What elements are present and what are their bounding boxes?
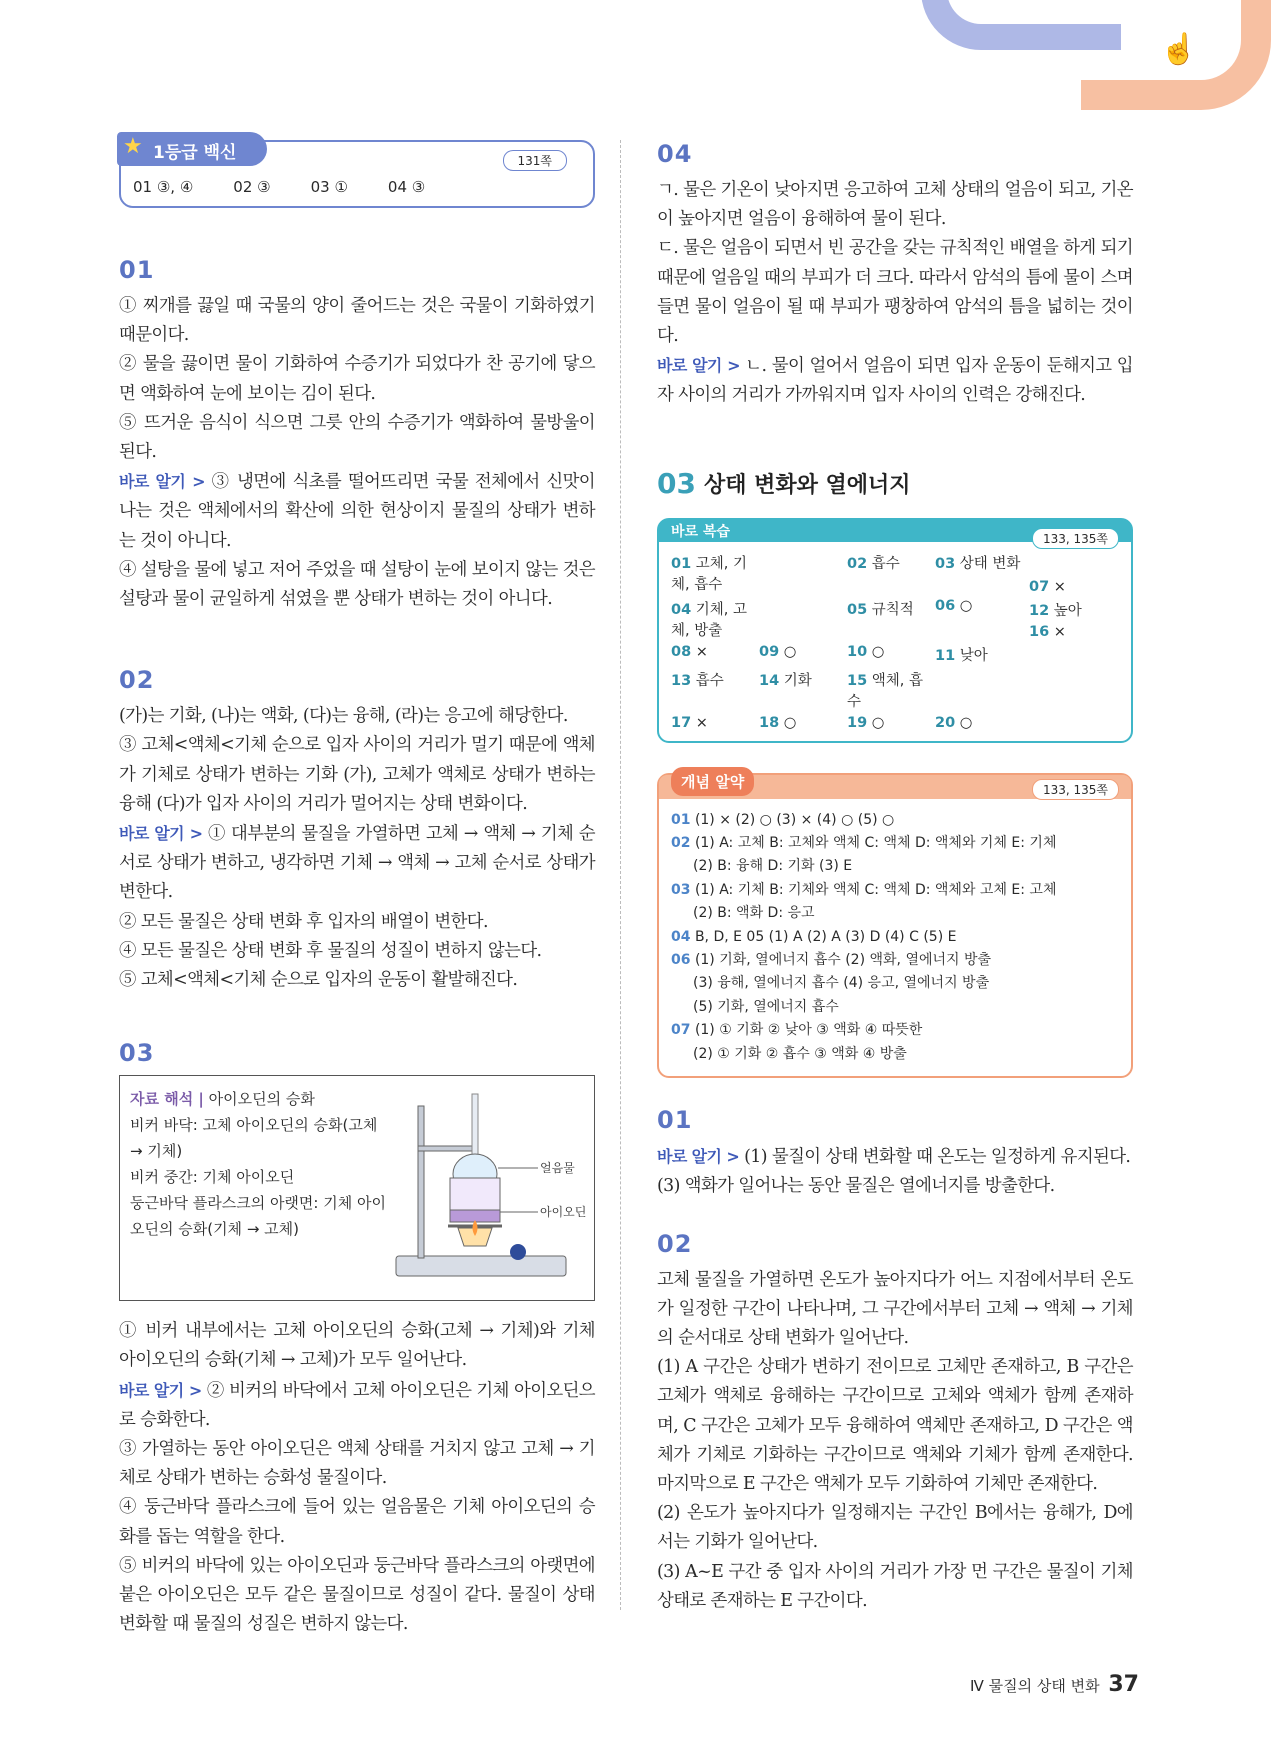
concept-answer-line [671,879,1119,902]
explanation-line: (3) 액화가 일어나는 동안 물질은 열에너지를 방출한다. [657,1176,1055,1197]
review-answer-number: 18 [759,714,780,731]
review-answer-text: × [695,714,708,731]
review-answer-number: 14 [759,672,780,689]
question-number: 01 [657,1106,693,1135]
review-answer-item [759,669,847,711]
concept-answer-line [671,902,1119,925]
review-answer-item [759,552,847,594]
review-answer-number: 19 [847,714,868,731]
explanation-line: ① 찌개를 끓일 때 국물의 양이 줄어드는 것은 국물이 기화하였기 때문이다. [119,296,595,346]
right-column [657,140,1133,1616]
explanation-line: ② 물을 끓이면 물이 기화하여 수증기가 되었다가 찬 공기에 닿으면 액화하여 눈에 보이는 김이 된다. [119,354,595,404]
concept-answer-text: (2) ① 기화 ② 흡수 ③ 액화 ④ 방출 [693,1045,907,1062]
review-answer-number: 16 [1029,623,1050,640]
review-answer-text: 기체, 고체, 방출 [671,601,748,639]
concept-answer-text: (1) A: 기체 B: 기체와 액체 C: 액체 D: 액체와 고체 E: 고체 [694,881,1057,898]
review-answer-number: 03 [935,555,956,572]
analysis-heading: 아이오딘의 승화 [208,1090,315,1109]
ice-water-label: 얼음물 [540,1161,575,1176]
concept-answer-line [671,1019,1119,1042]
review-answer-text: ○ [783,643,797,660]
review-answer-item [759,598,847,640]
explanation-line: ㄷ. 물은 얼음이 되면서 빈 공간을 갖는 규칙적인 배열을 하게 되기 때문에 얼음일 때의 부피가 더 크다. 따라서 암석의 틈에 물이 스며들면 물이 얼음이 될 때 부피가 팽창하여 암석의 틈을 넓히는 것이다. [657,238,1133,347]
review-answer-item [935,644,1023,665]
explanation-line: ⑤ 고체<액체<기체 순으로 입자의 운동이 활발해진다. [119,970,518,991]
concept-pill-box [657,773,1133,1078]
page-reference: 131쪽 [503,150,568,171]
concept-answer-line [671,855,1119,878]
correction-tag: 바로 알기 > [119,472,205,492]
concept-answer-line [671,832,1119,855]
concept-answer-line [671,1043,1119,1066]
explanation-line: ④ 모든 물질은 상태 변화 후 물질의 성질이 변하지 않는다. [119,940,542,961]
review-answer-item [847,598,935,640]
explanation-line: ① 비커 내부에서는 고체 아이오딘의 승화(고체 → 기체)와 기체 아이오딘의 승화(기체 → 고체)가 모두 일어난다. [119,1321,595,1371]
explanation-line: (3) A~E 구간 중 입자 사이의 거리가 가장 먼 구간은 물질이 기체 상태로 존재하는 E 구간이다. [657,1561,1133,1611]
box-label: 바로 복습 [671,523,730,540]
question-02-explanation [119,666,595,995]
concept-answer-line [671,972,1119,995]
concept-answer-number: 06 [671,952,691,969]
review-answer-extra [1029,552,1082,731]
review-answer-number: 07 [1029,578,1050,595]
concept-answer-line [671,996,1119,1019]
review-02-explanation [657,1230,1133,1616]
review-answer-item [847,552,935,594]
concept-answer-line [671,809,1119,832]
review-answer-number: 04 [671,601,692,618]
correction-tag: 바로 알기 > [119,1380,202,1400]
analysis-line: 둥근바닥 플라스크의 아랫면: 기체 아이오딘의 승화(기체 → 고체) [130,1194,386,1239]
review-answer-text: 흡수 [695,672,724,689]
concept-answer-number: 01 [671,811,691,828]
review-answer-item [1029,599,1082,620]
review-answer-item [1029,579,1082,595]
concept-answer-number: 04 [671,928,691,945]
answer-item: 02 ③ [233,178,271,196]
review-answer-text: 낮아 [959,647,988,664]
review-answer-grid [671,552,1023,731]
explanation-line: ② 모든 물질은 상태 변화 후 입자의 배열이 변한다. [119,911,488,932]
review-answer-text: ○ [959,597,973,614]
concept-answer-text: (5) 기화, 열에너지 흡수 [693,998,839,1015]
concept-answer-number: 03 [671,881,691,898]
question-04-explanation [657,140,1133,411]
review-answer-item [671,598,759,640]
correction-text: ③ 냉면에 식초를 떨어뜨리면 국물 전체에서 신맛이 나는 것은 액체에서의 확산에 의한 현상이지 물질의 상태가 변하는 것이 아니다. [119,472,595,551]
page-footer [970,1672,1139,1697]
review-01-explanation [657,1106,1133,1201]
review-answer-text: 상태 변화 [959,555,1021,572]
column-divider [620,140,621,1610]
question-number: 03 [119,1039,155,1068]
box-title: 1등급 백신 [153,143,237,163]
chapter-title: 상태 변화와 열에너지 [703,472,911,498]
review-answer-item [1029,624,1082,640]
concept-answer-text: (2) B: 액화 D: 응고 [693,905,815,922]
correction-tag: 바로 알기 > [657,1147,740,1167]
explanation-line: 고체 물질을 가열하면 온도가 높아지다가 어느 지점에서부터 온도가 일정한 구간이 나타나며, 그 구간에서부터 고체 → 액체 → 기체의 순서대로 상태 변화가 일어난다. [657,1269,1133,1348]
correction-text: ㄴ. 물이 얼어서 얼음이 되면 입자 운동이 둔해지고 입자 사이의 거리가 가까워지며 입자 사이의 인력은 강해진다. [657,356,1133,406]
page-number: 37 [1108,1672,1139,1697]
review-answer-number: 05 [847,601,868,618]
concept-answer-line [671,926,1119,949]
footer-chapter: Ⅳ 물질의 상태 변화 [970,1677,1100,1695]
question-number: 02 [657,1229,693,1258]
review-answer-item [847,669,935,711]
explanation-line: ④ 설탕을 물에 넣고 저어 주었을 때 설탕이 눈에 보이지 않는 것은 설탕과 물이 균일하게 섞였을 뿐 상태가 변하는 것이 아니다. [119,559,595,610]
concept-answer-list [671,809,1119,1066]
correction-tag: 바로 알기 > [657,356,740,376]
question-number: 02 [119,666,155,695]
review-answer-item [935,715,1023,731]
analysis-lead: 자료 해석 | [130,1090,204,1109]
answer-item: 01 ③, ④ [133,178,194,196]
review-answer-text: ○ [871,643,885,660]
concept-answer-number: 02 [671,835,691,852]
review-answer-item [847,715,935,731]
review-answer-number: 08 [671,643,692,660]
hand-pointer-icon: ☝ [1160,32,1198,67]
concept-answer-line [671,949,1119,972]
correction-text: (1) 물질이 상태 변화할 때 온도는 일정하게 유지된다. [744,1147,1131,1168]
review-answer-text: 규칙적 [871,601,914,618]
data-analysis-box [119,1075,595,1301]
explanation-line: ③ 가열하는 동안 아이오딘은 액체 상태를 거치지 않고 고체 → 기체로 상태가 변하는 승화성 물질이다. [119,1439,595,1489]
iodine-label: 아이오딘 [540,1205,587,1220]
review-answer-number: 11 [935,647,956,664]
review-answer-number: 02 [847,555,868,572]
concept-answer-text: (1) ① 기화 ② 낮아 ③ 액화 ④ 따뜻한 [694,1022,923,1039]
explanation-line: ⑤ 뜨거운 음식이 식으면 그릇 안의 수증기가 액화하여 물방울이 된다. [119,412,595,463]
explanation-line: ③ 고체<액체<기체 순으로 입자 사이의 거리가 멀기 때문에 액체가 기체로 상태가 변하는 기화 (가), 고체가 액체로 상태가 변하는 융해 (다)가 입자 사이의 거리가 멀어지는 상태 변화이다. [119,735,595,814]
review-answer-text: 고체, 기체, 흡수 [671,555,748,593]
review-answer-text: ○ [959,714,973,731]
review-answer-item [671,644,759,665]
concept-answer-text: (1) A: 고체 B: 고체와 액체 C: 액체 D: 액체와 기체 E: 기체 [694,835,1057,852]
correction-tag: 바로 알기 > [119,824,203,844]
review-answer-number: 15 [847,672,868,689]
review-answer-text: × [695,643,708,660]
concept-answer-text: (2) B: 융해 D: 기화 (3) E [693,858,853,875]
review-answer-item [759,644,847,665]
review-answer-item [935,669,1023,711]
review-answer-number: 01 [671,555,692,572]
explanation-line: (가)는 기화, (나)는 액화, (다)는 융해, (라)는 응고에 해당한다. [119,706,568,727]
review-answer-item [935,598,1023,640]
concept-answer-number: 07 [671,1022,691,1039]
review-answer-number: 09 [759,643,780,660]
explanation-line: ⑤ 비커의 바닥에 있는 아이오딘과 둥근바닥 플라스크의 아랫면에 붙은 아이오딘은 모두 같은 물질이므로 성질이 같다. 물질이 상태 변화할 때 물질의 성질은 변하지 않는다. [119,1555,595,1635]
question-number: 04 [657,140,693,168]
review-answer-text: 액체, 흡수 [847,672,924,710]
correction-text: ② 비커의 바닥에서 고체 아이오딘은 기체 아이오딘으로 승화한다. [119,1380,595,1430]
explanation-line: ④ 둥근바닥 플라스크에 들어 있는 얼음물은 기체 아이오딘의 승화를 돕는 역할을 한다. [119,1497,595,1547]
review-answer-item [847,644,935,665]
explanation-line: ㄱ. 물은 기온이 낮아지면 응고하여 고체 상태의 얼음이 되고, 기온이 높아지면 얼음이 융해하여 물이 된다. [657,180,1133,230]
answer-item: 03 ① [310,178,348,196]
concept-answer-text: (3) 융해, 열에너지 흡수 (4) 응고, 열에너지 방출 [693,975,990,992]
review-answer-text: 기화 [783,672,812,689]
review-answer-number: 17 [671,714,692,731]
question-03-explanation [119,1039,595,1639]
review-answer-number: 12 [1029,602,1050,619]
concept-answer-text: (1) × (2) ○ (3) × (4) ○ (5) ○ [694,811,895,828]
question-number: 01 [119,256,155,284]
review-answer-text: ○ [871,714,885,731]
star-icon: ★ [123,134,143,159]
review-answer-number: 06 [935,597,956,614]
answer-item: 04 ③ [387,178,426,196]
left-column [119,134,595,1640]
review-answer-item [671,669,759,711]
analysis-line: 비커 중간: 기체 아이오딘 [130,1168,295,1187]
review-answer-item [671,552,759,594]
concept-answer-text: B, D, E 05 (1) A (2) A (3) D (4) C (5) E [694,928,957,945]
review-answer-text: × [1053,578,1066,595]
concept-answer-text: (1) 기화, 열에너지 흡수 (2) 액화, 열에너지 방출 [694,952,992,969]
review-answer-text: 흡수 [871,555,900,572]
explanation-line: (2) 온도가 높아지다가 일정해지는 구간인 B에서는 융해가, D에서는 기화가 일어난다. [657,1503,1133,1553]
review-answer-number: 13 [671,672,692,689]
review-answer-item [759,715,847,731]
review-answer-text: 높아 [1053,602,1082,619]
chapter-number: 03 [657,466,696,500]
page-reference: 133, 135쪽 [1032,779,1119,800]
review-answer-item [935,552,1023,594]
quick-review-box [657,518,1133,743]
review-answer-number: 10 [847,643,868,660]
question-01-explanation [119,256,595,614]
box-label: 개념 알약 [671,767,754,796]
chapter-heading [657,467,1133,500]
answer-summary-box [119,134,595,208]
review-answer-number: 20 [935,714,956,731]
box-title-ribbon [117,132,267,166]
correction-text: ① 대부분의 물질을 가열하면 고체 → 액체 → 기체 순서로 상태가 변하고, 냉각하면 기체 → 액체 → 고체 순서로 상태가 변한다. [119,824,595,903]
review-answer-text: ○ [783,714,797,731]
review-answer-text: × [1053,623,1066,640]
analysis-line: 비커 바닥: 고체 아이오딘의 승화(고체 → 기체) [130,1116,378,1161]
review-answer-item [671,715,759,731]
explanation-line: (1) A 구간은 상태가 변하기 전이므로 고체만 존재하고, B 구간은 고체가 액체로 융해하는 구간이므로 고체와 액체가 함께 존재하며, C 구간은 고체가 모두 융해하여 액체만 존재하고, D 구간은 액체가 기체로 기화하는 구간이므로 액체와 기체가 함께 존재한다. 마지막으로 E 구간은 액체가 모두 기화하여 기체만 존재한다. [657,1357,1133,1494]
page-reference: 133, 135쪽 [1032,528,1119,549]
answer-row [133,178,581,196]
sublimation-apparatus-illustration [388,1086,587,1290]
